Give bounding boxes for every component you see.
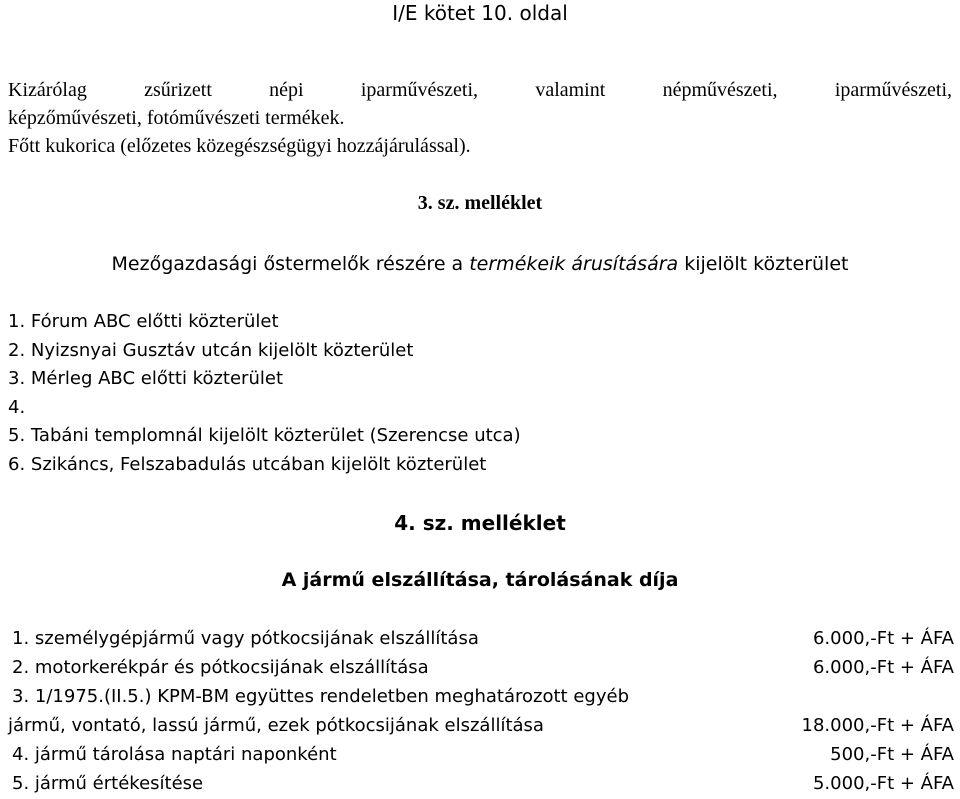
- fee-price: 5.000,-Ft + ÁFA: [812, 773, 954, 794]
- fee-description: jármű, vontató, lassú jármű, ezek pótkocsijának elszállítása: [8, 715, 544, 736]
- intro-paragraph: [8, 76, 952, 160]
- fee-description: 3. 1/1975.(II.5.) KPM-BM együttes rendeletben meghatározott egyéb: [12, 686, 629, 707]
- intro-line-1: Kizárólag zsűrizett népi iparművészeti, valamint népművészeti, iparművészeti,: [8, 79, 952, 101]
- list-item: 3. Mérleg ABC előtti közterület: [8, 368, 284, 390]
- fee-description: 1. személygépjármű vagy pótkocsijának elszállítása: [12, 628, 479, 649]
- page-header: [0, 2, 960, 24]
- list-item: 1. Fórum ABC előtti közterület: [8, 311, 279, 332]
- annex-3-title: 3. sz. melléklet: [417, 192, 543, 214]
- fee-description: 2. motorkerékpár és pótkocsijának elszállítása: [12, 657, 429, 678]
- table-row: [8, 624, 954, 653]
- annex-3-heading-italic: termékeik árusítására: [469, 253, 679, 275]
- fee-price: 6.000,-Ft + ÁFA: [812, 657, 954, 678]
- fee-price: 18.000,-Ft + ÁFA: [801, 715, 954, 736]
- table-row: [8, 682, 954, 711]
- table-row: [8, 653, 954, 682]
- annex-3-heading: [0, 252, 960, 276]
- fee-description: 4. jármű tárolása naptári naponként: [12, 744, 337, 765]
- list-item: 4.: [8, 396, 26, 418]
- fee-price: 500,-Ft + ÁFA: [830, 744, 954, 765]
- page-label: I/E kötet 10. oldal: [392, 1, 568, 25]
- table-row: [8, 740, 954, 769]
- table-row: [8, 711, 954, 740]
- list-item: 6. Szikáncs, Felszabadulás utcában kijelölt közterület: [8, 453, 487, 475]
- fee-description: 5. jármű értékesítése: [12, 773, 204, 794]
- fee-table: [8, 624, 954, 798]
- fee-price: 6.000,-Ft + ÁFA: [812, 628, 954, 649]
- annex-4-title: 4. sz. melléklet: [394, 511, 566, 535]
- intro-line-3: Főtt kukorica (előzetes közegészségügyi hozzájárulással).: [8, 135, 471, 157]
- annex-3-heading-part1: Mezőgazdasági őstermelők részére a: [111, 253, 470, 275]
- list-item: 5. Tabáni templomnál kijelölt közterület (Szerencse utca): [8, 425, 521, 447]
- annex-4-heading: A jármű elszállítása, tárolásának díja: [281, 569, 679, 591]
- area-list: [8, 308, 948, 480]
- table-row: [8, 769, 954, 798]
- intro-line-2: képzőművészeti, fotóművészeti termékek.: [8, 107, 345, 129]
- list-item: 2. Nyizsnyai Gusztáv utcán kijelölt közterület: [8, 339, 414, 361]
- annex-3-heading-part2: kijelölt közterület: [678, 253, 849, 275]
